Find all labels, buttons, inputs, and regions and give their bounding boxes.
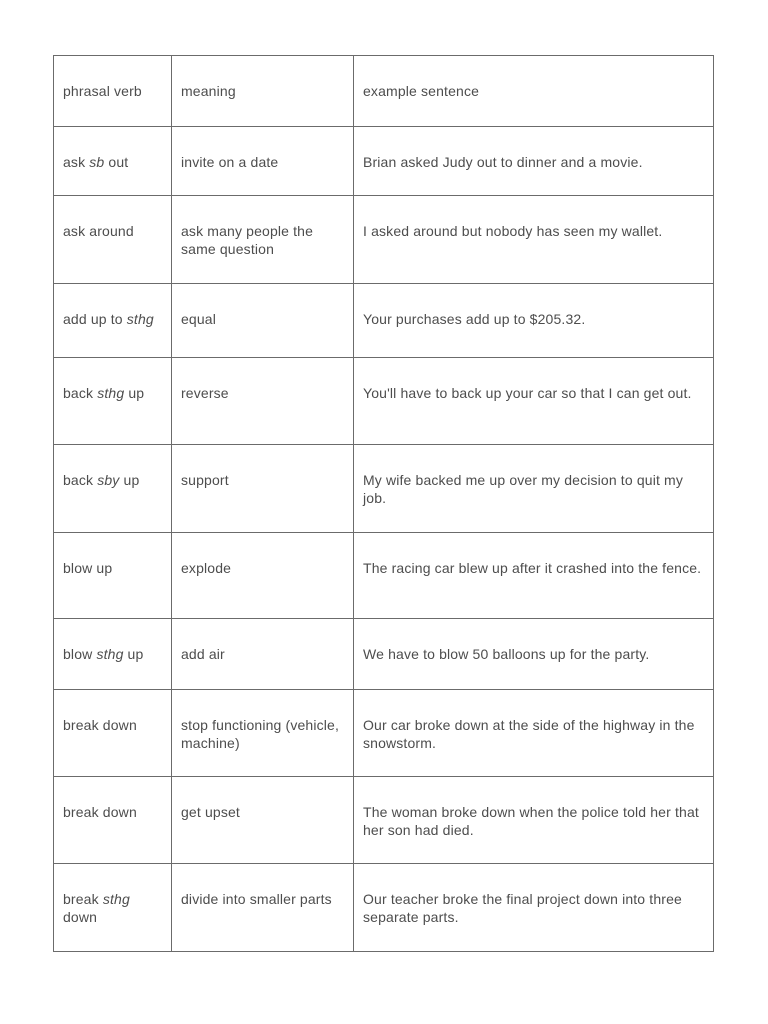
verb-cell: back sthg up bbox=[54, 358, 172, 445]
example-cell: Our teacher broke the final project down into three separate parts. bbox=[354, 864, 714, 952]
meaning-cell: equal bbox=[172, 284, 354, 358]
verb-cell: ask sb out bbox=[54, 127, 172, 196]
meaning-cell: get upset bbox=[172, 777, 354, 864]
header-phrasal-verb: phrasal verb bbox=[54, 56, 172, 127]
meaning-cell: support bbox=[172, 445, 354, 533]
meaning-cell: ask many people the same question bbox=[172, 196, 354, 284]
meaning-cell: divide into smaller parts bbox=[172, 864, 354, 952]
meaning-cell: reverse bbox=[172, 358, 354, 445]
example-cell: Your purchases add up to $205.32. bbox=[354, 284, 714, 358]
example-cell: The racing car blew up after it crashed into the fence. bbox=[354, 533, 714, 619]
table-row bbox=[54, 533, 714, 619]
table-row bbox=[54, 358, 714, 445]
meaning-cell: add air bbox=[172, 619, 354, 690]
table-header-row bbox=[54, 56, 714, 127]
verb-cell: blow sthg up bbox=[54, 619, 172, 690]
verb-cell: break down bbox=[54, 777, 172, 864]
verb-cell: blow up bbox=[54, 533, 172, 619]
header-example-sentence: example sentence bbox=[354, 56, 714, 127]
example-cell: We have to blow 50 balloons up for the party. bbox=[354, 619, 714, 690]
verb-cell: back sby up bbox=[54, 445, 172, 533]
verb-cell: add up to sthg bbox=[54, 284, 172, 358]
table-row bbox=[54, 127, 714, 196]
table-row bbox=[54, 864, 714, 952]
example-cell: You'll have to back up your car so that I can get out. bbox=[354, 358, 714, 445]
example-cell: The woman broke down when the police told her that her son had died. bbox=[354, 777, 714, 864]
example-cell: Brian asked Judy out to dinner and a movie. bbox=[354, 127, 714, 196]
meaning-cell: stop functioning (vehicle, machine) bbox=[172, 690, 354, 777]
verb-cell: break sthg down bbox=[54, 864, 172, 952]
example-cell: Our car broke down at the side of the highway in the snowstorm. bbox=[354, 690, 714, 777]
example-cell: I asked around but nobody has seen my wallet. bbox=[354, 196, 714, 284]
table-row bbox=[54, 284, 714, 358]
meaning-cell: explode bbox=[172, 533, 354, 619]
table-row bbox=[54, 445, 714, 533]
phrasal-verbs-table bbox=[53, 55, 714, 952]
example-cell: My wife backed me up over my decision to quit my job. bbox=[354, 445, 714, 533]
table-row bbox=[54, 619, 714, 690]
meaning-cell: invite on a date bbox=[172, 127, 354, 196]
table-row bbox=[54, 777, 714, 864]
verb-cell: break down bbox=[54, 690, 172, 777]
table-row bbox=[54, 196, 714, 284]
verb-cell: ask around bbox=[54, 196, 172, 284]
table-row bbox=[54, 690, 714, 777]
header-meaning: meaning bbox=[172, 56, 354, 127]
